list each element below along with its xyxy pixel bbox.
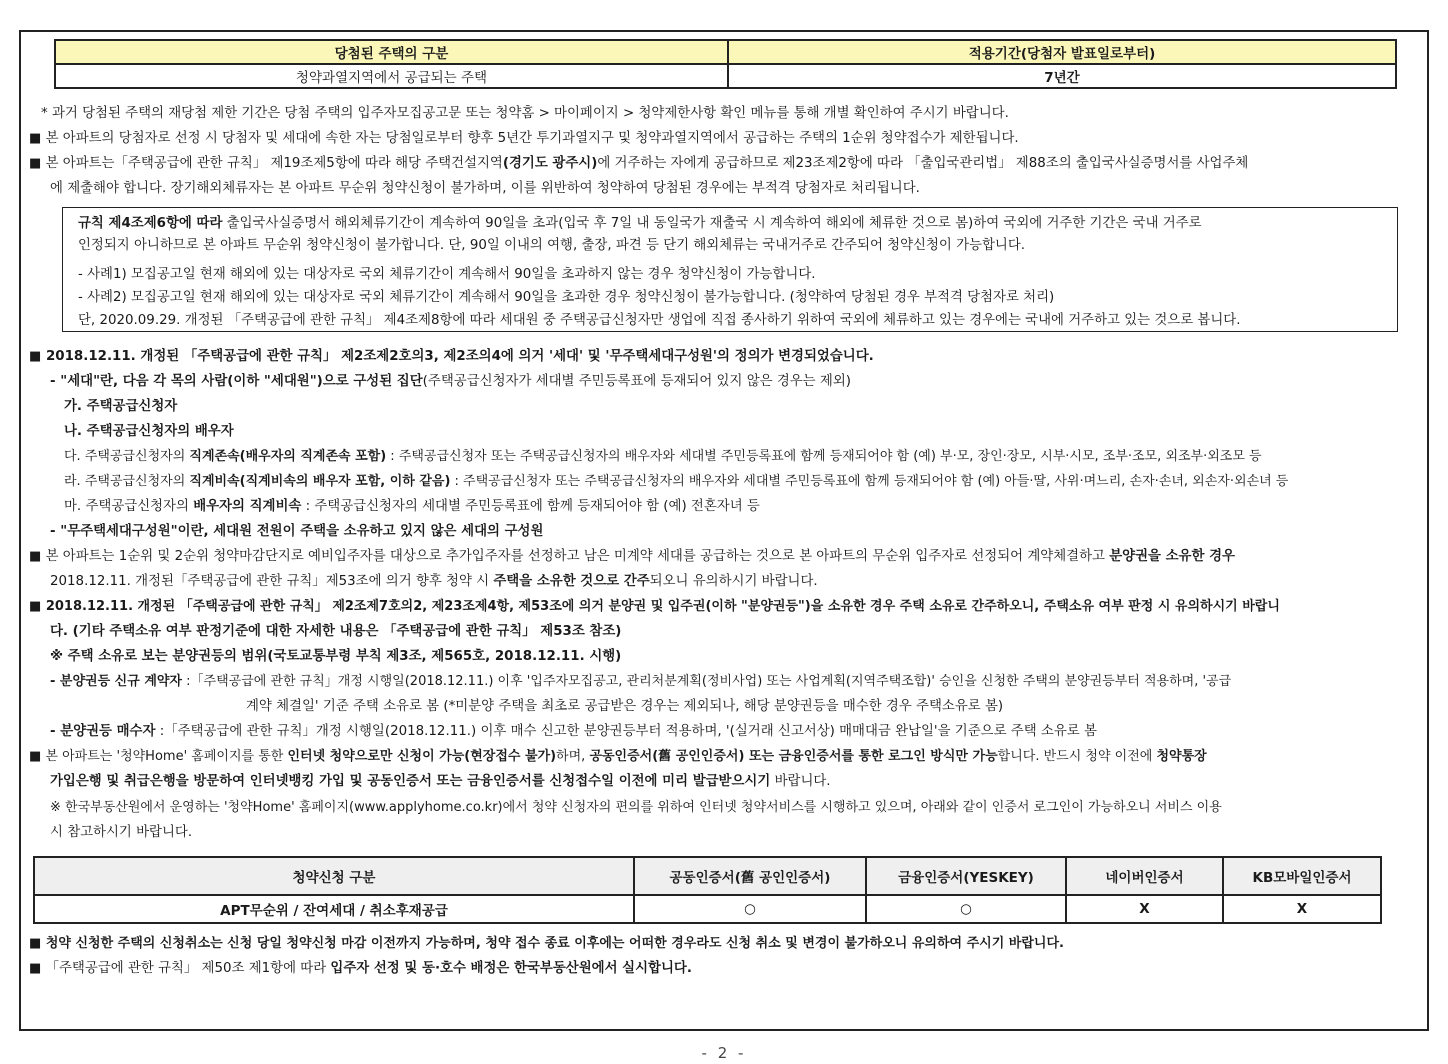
text-span: 본 아파트는「주택공급에 관한 규칙」 제19조제5항에 따라 해당 주택건설지역 xyxy=(45,156,503,171)
text-span: :「주택공급에 관한 규칙」개정 시행일(2018.12.11.) 이후 '입주자모집공고, 관리처분계획(정비사업) 또는 사업계획(지역주택조합)' 승인을 신청한 주택의 분양권등부터 적용하며, '공급 xyxy=(182,674,1232,689)
list-item xyxy=(64,474,1288,490)
text-span: : 주택공급신청자 또는 주택공급신청자의 배우자와 세대별 주민등록표에 함께 등재되어야 함 (예) 부·모, 장인·장모, 시부·시모, 조부·조모, 외조부·외조모 등 xyxy=(386,449,1262,464)
bullet-icon: ■ xyxy=(29,961,42,976)
paragraph-line: 에 제출해야 합니다. 장기해외체류자는 본 아파트 무순위 청약신청이 불가하며, 이를 위반하여 청약하여 당첨된 경우에는 부적격 당첨자로 처리됩니다. xyxy=(50,181,920,196)
table-header: 금융인증서(YESKEY) xyxy=(866,857,1066,895)
paragraph-line: 다. (기타 주택소유 여부 판정기준에 대한 자세한 내용은 「주택공급에 관한 규칙」 제53조 참조) xyxy=(50,624,622,639)
text-span: 가입은행 및 취급은행을 방문하여 인터넷뱅킹 가입 및 공동인증서 또는 금융인증서를 신청접수일 이전에 미리 발급받으시기 xyxy=(50,774,771,789)
text-span: (주택공급신청자가 세대별 주민등록표에 등재되어 있지 않은 경우는 제외) xyxy=(422,374,851,389)
restriction-period-table xyxy=(54,39,1397,89)
text-span: 2018.12.11. 개정된 「주택공급에 관한 규칙」 제2조제7호의2, 제23조제4항, 제53조에 의거 분양권 및 입주권(이하 "분양권등")을 소유한 경우 주택 소유로 간주하오니, 주택소유 여부 판정 시 유의하시기 바랍니 xyxy=(45,599,1280,614)
table-cell: 청약과열지역에서 공급되는 주택 xyxy=(55,64,728,88)
table-cell: X xyxy=(1223,895,1381,923)
text-span: 분양권을 소유한 경우 xyxy=(1109,549,1235,564)
paragraph-line xyxy=(50,374,851,390)
text-span: 「주택공급에 관한 규칙」 제50조 제1항에 따라 xyxy=(45,961,331,976)
table-header: KB모바일인증서 xyxy=(1223,857,1381,895)
table-cell: APT무순위 / 잔여세대 / 취소후재공급 xyxy=(34,895,634,923)
text-span: 공동인증서(舊 공인인증서) 또는 금융인증서를 통한 로그인 방식만 가능 xyxy=(589,749,998,764)
bullet-icon: ■ xyxy=(29,549,42,564)
bullet-icon: ■ xyxy=(29,131,42,146)
paragraph-line xyxy=(50,774,831,790)
list-item: 나. 주택공급신청자의 배우자 xyxy=(64,424,234,439)
text-span: - "세대"란, 다음 각 목의 사람(이하 "세대원")으로 구성된 집단 xyxy=(50,374,423,389)
note-line: ※ 한국부동산원에서 운영하는 '청약Home' 홈페이지(www.applyhome.co.kr)에서 청약 신청자의 편의를 위하여 인터넷 청약서비스를 시행하고 있으며, 아래와 같이 인증서 로그인이 가능하오니 서비스 이용 xyxy=(50,800,1222,815)
paragraph-line xyxy=(29,349,874,365)
text-span: 다. 주택공급신청자의 xyxy=(64,449,190,464)
text-span: 바랍니다. xyxy=(770,774,831,789)
table-header: 당첨된 주택의 구분 xyxy=(55,40,728,64)
text-span: 본 아파트는 1순위 및 2순위 청약마감단지로 예비입주자를 대상으로 추가입주자를 선정하고 남은 미계약 세대를 공급하는 것으로 본 아파트의 무순위 입주자로 선정되어 계약체결하고 xyxy=(45,549,1110,564)
paragraph-line xyxy=(29,131,1019,147)
paragraph-line xyxy=(29,156,1248,172)
box-line xyxy=(78,216,1202,232)
list-item: 가. 주택공급신청자 xyxy=(64,399,178,414)
bullet-icon: ■ xyxy=(29,749,42,764)
paragraph-line xyxy=(50,574,818,590)
box-line: - 사례2) 모집공고일 현재 해외에 있는 대상자로 국외 체류기간이 계속해서 90일을 초과한 경우 청약신청이 불가능합니다. (청약하여 당첨된 경우 부적격 당첨자로 처리) xyxy=(78,290,1055,305)
paragraph-line xyxy=(29,549,1235,565)
table-header: 네이버인증서 xyxy=(1066,857,1223,895)
text-span: 라. 주택공급신청자의 xyxy=(64,474,190,489)
page-number: - 2 - xyxy=(701,1044,747,1062)
text-span: 주택을 소유한 것으로 간주 xyxy=(493,574,650,589)
text-span: - 분양권등 신규 계약자 xyxy=(50,674,182,689)
paragraph-line xyxy=(29,749,1207,765)
text-span: 입주자 선정 및 동·호수 배정은 한국부동산원에서 실시합니다. xyxy=(330,961,692,976)
text-span: (경기도 광주시) xyxy=(502,156,598,171)
paragraph-line xyxy=(50,674,1231,690)
box-line: 인정되지 아니하므로 본 아파트 무순위 청약신청이 불가합니다. 단, 90일 이내의 여행, 출장, 파견 등 단기 해외체류는 국내거주로 간주되어 청약신청이 가능합니다. xyxy=(78,238,1026,253)
text-span: 직계비속(직계비속의 배우자 포함, 이하 같음) xyxy=(189,474,451,489)
text-span: - 분양권등 매수자 xyxy=(50,724,156,739)
text-span: 출입국사실증명서 해외체류기간이 계속하여 90일을 초과(입국 후 7일 내 동일국가 재출국 시 계속하여 해외에 체류한 것으로 봄)하여 국외에 거주한 기간은 국내 거주로 xyxy=(222,216,1202,231)
table-cell: X xyxy=(1066,895,1223,923)
list-item xyxy=(64,449,1262,465)
table-cell: 7년간 xyxy=(728,64,1396,88)
text-span: :「주택공급에 관한 규칙」개정 시행일(2018.12.11.) 이후 매수 신고한 분양권등부터 적용하며, '(실거래 신고서상) 매매대금 완납일'을 기준으로 주택 소유로 봄 xyxy=(155,724,1097,739)
bullet-icon: ■ xyxy=(29,156,42,171)
text-span: : 주택공급신청자의 세대별 주민등록표에 함께 등재되어야 함 (예) 전혼자녀 등 xyxy=(301,499,760,514)
certificate-table xyxy=(33,856,1382,924)
text-span: 2018.12.11. 개정된「주택공급에 관한 규칙」제53조에 의거 향후 청약 시 xyxy=(50,574,494,589)
table-header: 청약신청 구분 xyxy=(34,857,634,895)
text-span: 규칙 제4조제6항에 따라 xyxy=(78,216,223,231)
text-span: 2018.12.11. 개정된 「주택공급에 관한 규칙」 제2조제2호의3, 제2조의4에 의거 '세대' 및 '무주택세대구성원'의 정의가 변경되었습니다. xyxy=(45,349,874,364)
text-span: 합니다. 반드시 청약 이전에 xyxy=(997,749,1157,764)
bullet-icon: ■ xyxy=(29,936,42,951)
table-cell: ○ xyxy=(634,895,866,923)
paragraph-line xyxy=(29,936,1064,952)
text-span: 배우자의 직계비속 xyxy=(193,499,302,514)
list-item xyxy=(64,499,760,515)
text-span: 본 아파트는 '청약Home' 홈페이지를 통한 xyxy=(45,749,288,764)
text-span: 본 아파트의 당첨자로 선정 시 당첨자 및 세대에 속한 자는 당첨일로부터 향후 5년간 투기과열지구 및 청약과열지역에서 공급하는 주택의 1순위 청약접수가 제한됩니다. xyxy=(45,131,1019,146)
text-span: 직계존속(배우자의 직계존속 포함) xyxy=(189,449,387,464)
text-span: 인터넷 청약으로만 신청이 가능(현장접수 불가) xyxy=(287,749,557,764)
text-span: 에 거주하는 자에게 공급하므로 제23조제2항에 따라 「출입국관리법」 제88조의 출입국사실증명서를 사업주체 xyxy=(597,156,1249,171)
paragraph-line xyxy=(29,599,1280,615)
paragraph-line xyxy=(29,961,692,977)
table-cell: ○ xyxy=(866,895,1066,923)
note-line: * 과거 당첨된 주택의 재당첨 제한 기간은 당첨 주택의 입주자모집공고문 또는 청약홈 > 마이페이지 > 청약제한사항 확인 메뉴를 통해 개별 확인하여 주시기 바랍니다. xyxy=(41,106,1009,121)
box-line: 단, 2020.09.29. 개정된 「주택공급에 관한 규칙」 제4조제8항에 따라 세대원 중 주택공급신청자만 생업에 직접 종사하기 위하여 국외에 체류하고 있는 경우에는 국내에 거주하고 있는 것으로 봅니다. xyxy=(78,313,1241,328)
box-line: - 사례1) 모집공고일 현재 해외에 있는 대상자로 국외 체류기간이 계속해서 90일을 초과하지 않는 경우 청약신청이 가능합니다. xyxy=(78,267,816,282)
paragraph-line: 계약 체결일' 기준 주택 소유로 봄 (*미분양 주택을 최초로 공급받은 경우는 제외되나, 해당 분양권등을 매수한 경우 주택소유로 봄) xyxy=(246,699,1004,714)
paragraph-line: - "무주택세대구성원"이란, 세대원 전원이 주택을 소유하고 있지 않은 세대의 구성원 xyxy=(50,524,544,539)
note-line: 시 참고하시기 바랍니다. xyxy=(50,825,193,840)
bullet-icon: ■ xyxy=(29,599,42,614)
text-span: 청약 신청한 주택의 신청취소는 신청 당일 청약신청 마감 이전까지 가능하며, 청약 접수 종료 이후에는 어떠한 경우라도 신청 취소 및 변경이 불가하오니 유의하여 주시기 바랍니다. xyxy=(45,936,1064,951)
text-span: 마. 주택공급신청자의 xyxy=(64,499,194,514)
text-span: 되오니 유의하시기 바랍니다. xyxy=(649,574,818,589)
text-span: : 주택공급신청자 또는 주택공급신청자의 배우자와 세대별 주민등록표에 함께 등재되어야 함 (예) 아들·딸, 사위·며느리, 손자·손녀, 외손자·외손녀 등 xyxy=(450,474,1289,489)
bullet-icon: ■ xyxy=(29,349,42,364)
table-header: 공동인증서(舊 공인인증서) xyxy=(634,857,866,895)
text-span: 청약통장 xyxy=(1156,749,1207,764)
paragraph-line xyxy=(50,724,1097,740)
text-span: 하며, xyxy=(556,749,590,764)
paragraph-line: ※ 주택 소유로 보는 분양권등의 범위(국토교통부령 부칙 제3조, 제565호, 2018.12.11. 시행) xyxy=(50,649,622,664)
table-header: 적용기간(당첨자 발표일로부터) xyxy=(728,40,1396,64)
